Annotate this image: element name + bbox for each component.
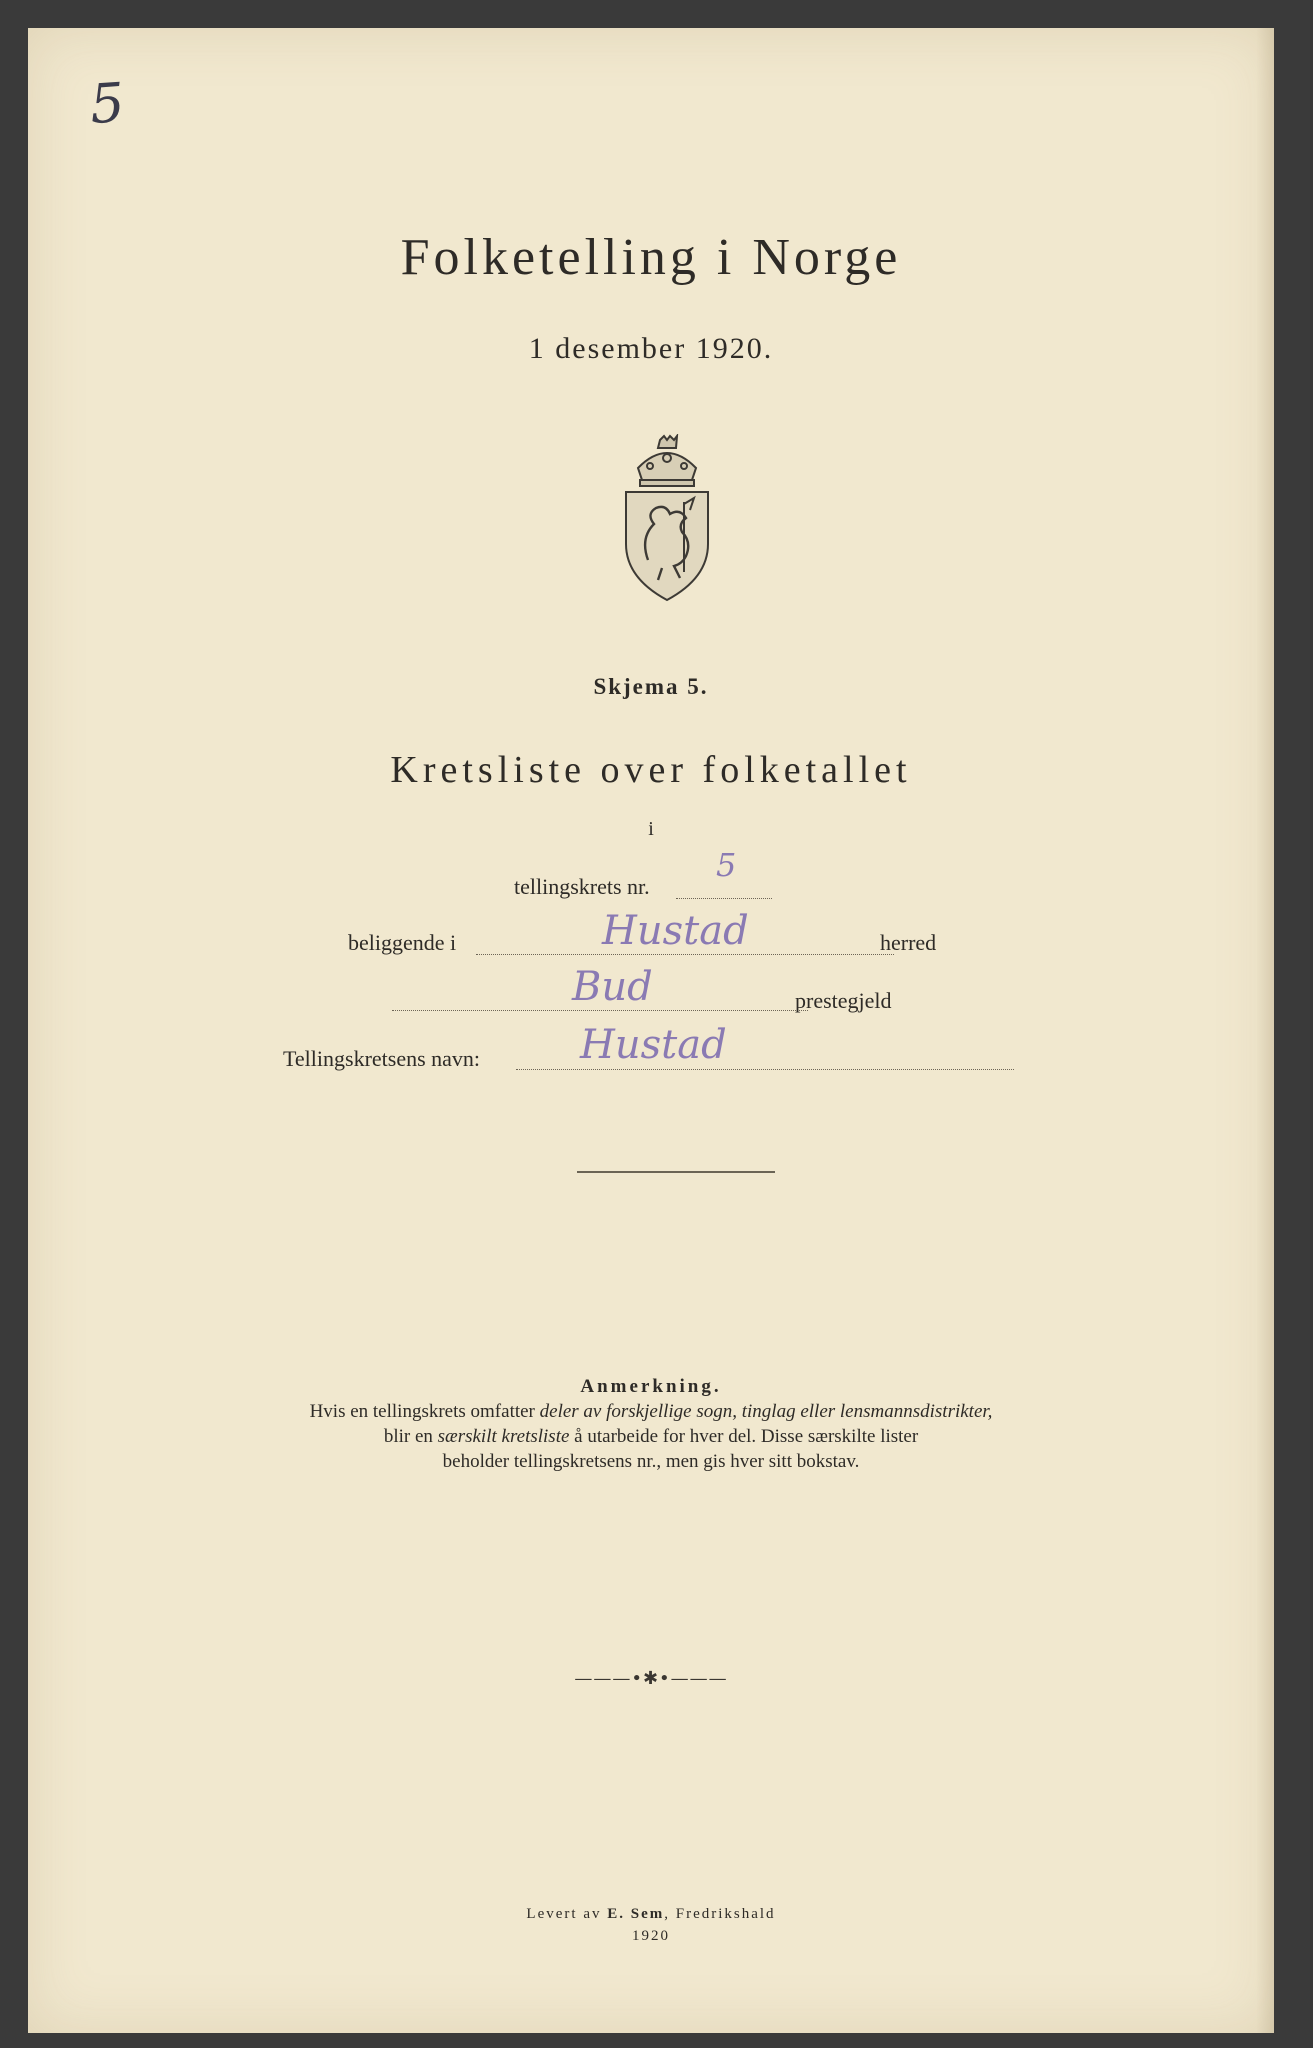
navn-line: [516, 1069, 1014, 1070]
note-line-2-italic: særskilt kretsliste: [437, 1426, 570, 1447]
schema-number: Skjema 5.: [593, 674, 709, 699]
prestegjeld-line: [392, 1010, 808, 1011]
handwritten-corner-number: 5: [87, 70, 127, 137]
ornament-divider: ———•✱•———: [574, 1668, 728, 1689]
tellingskrets-value: 5: [716, 846, 737, 884]
herred-label: herred: [880, 930, 937, 955]
navn-label: Tellingskretsens navn:: [283, 1046, 481, 1071]
printer-year: 1920: [632, 1928, 670, 1944]
page-title: Folketelling i Norge: [400, 229, 902, 286]
preposition: i: [648, 818, 654, 840]
form-subtitle: Kretsliste over folketallet: [390, 749, 912, 791]
tellingskrets-line: [676, 898, 772, 899]
navn-value: Hustad: [580, 1022, 727, 1068]
norwegian-coat-of-arms-icon: [620, 434, 714, 602]
prestegjeld-label: prestegjeld: [795, 988, 892, 1013]
note-line-1: [28, 1401, 1274, 1423]
printer-credit: [28, 1906, 1274, 1923]
note-heading: Anmerkning.: [580, 1376, 722, 1397]
note-line-2-text-c: å utarbeide for hver del. Disse særskilte lister: [569, 1426, 919, 1447]
census-date: 1 desember 1920.: [528, 332, 774, 365]
note-line-1-text: Hvis en tellingskrets omfatter: [309, 1401, 540, 1422]
beliggende-label: beliggende i: [348, 930, 457, 955]
printer-name: E. Sem: [607, 1906, 665, 1922]
divider-rule: [577, 1171, 775, 1173]
printer-suffix: , Fredrikshald: [664, 1906, 776, 1922]
note-line-2-text-a: blir en: [383, 1426, 438, 1447]
census-form-page: [28, 28, 1274, 2033]
note-line-2: [28, 1426, 1274, 1448]
beliggende-value: Hustad: [602, 908, 749, 954]
beliggende-line: [476, 954, 894, 955]
note-line-3: beholder tellingskretsens nr., men gis hver sitt bokstav.: [442, 1451, 860, 1472]
prestegjeld-value: Bud: [572, 964, 653, 1010]
tellingskrets-label: tellingskrets nr.: [514, 874, 650, 899]
printer-prefix: Levert av: [526, 1906, 608, 1922]
note-line-1-italic: deler av forskjellige sogn, tinglag eller lensmannsdistrikter,: [539, 1401, 993, 1422]
